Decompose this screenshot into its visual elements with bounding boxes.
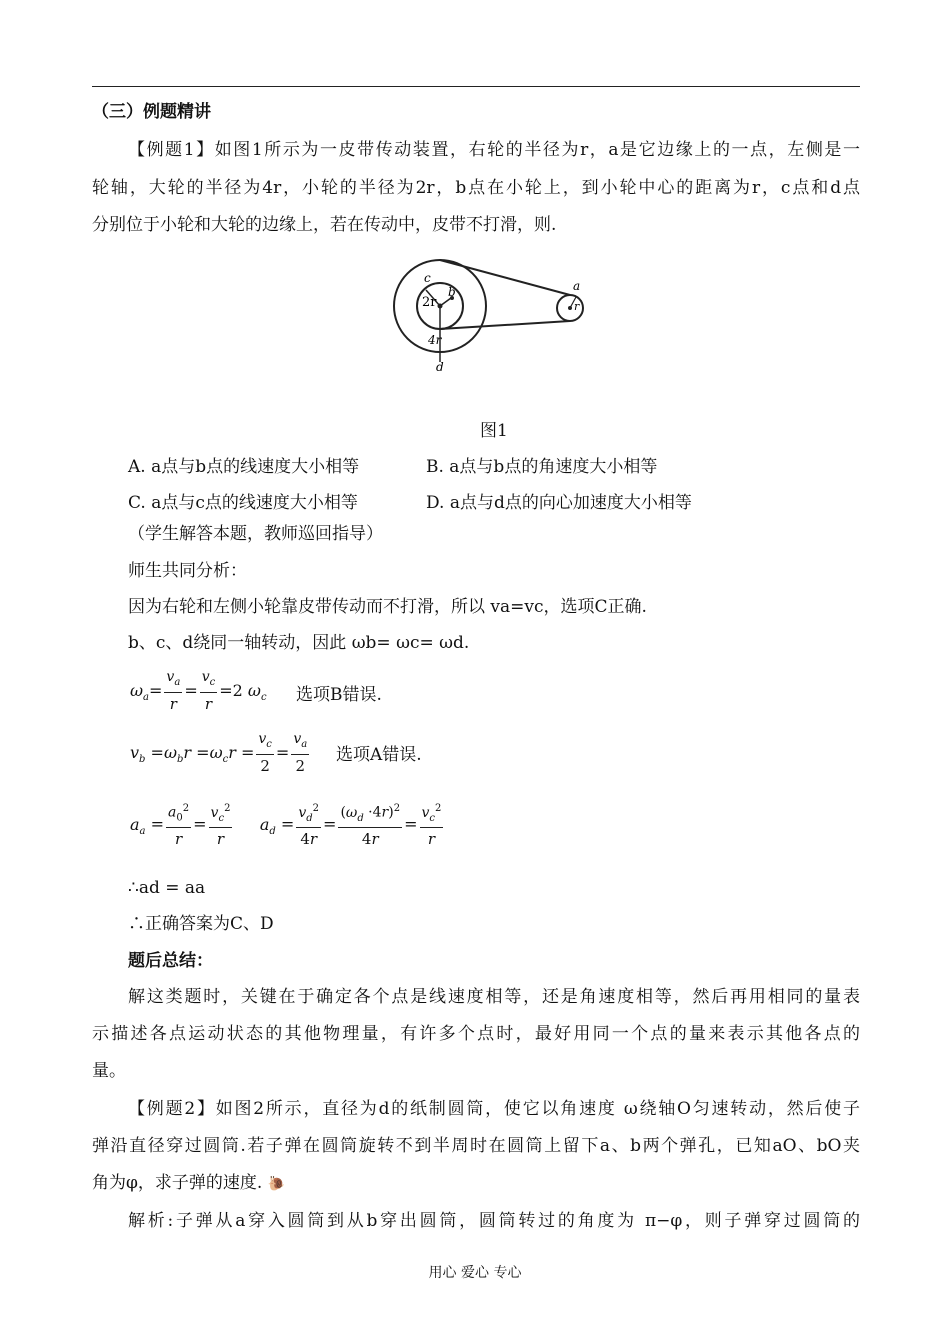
analysis-line2: b、c、d绕同一轴转动，因此 ωb= ωc= ωd.	[128, 633, 470, 653]
equation-accelerations: $a_a$ = $\frac{a_0^2}{r}$ = $\frac{v_c^2}{r}$ $a_d$ = $\frac{v_d^2}{4r}$ = $\frac{(\omega_d \cdot 4r)^2}{4r}$ = $\frac{v_c^2}{r}$	[130, 800, 445, 850]
ex1-line1: 【例题1】如图1所示为一皮带传动装置，右轮的半径为r，a是它边缘上的一点，左侧是一	[128, 140, 860, 160]
label-c: c	[424, 271, 431, 285]
option-a: A. a点与b点的线速度大小相等	[128, 457, 360, 477]
belt-drive-figure	[386, 258, 616, 374]
label-a: a	[573, 279, 581, 293]
label-b: b	[448, 285, 456, 299]
conclusion-2: ∴正确答案为C、D	[128, 914, 274, 934]
summary-line2: 示描述各点运动状态的其他物理量，有许多个点时，最好用同一个点的量来表示其他各点的	[92, 1024, 860, 1044]
label-2r: 2r	[422, 295, 437, 310]
conclusion-1: ∴ad = aa	[128, 878, 206, 898]
label-r: r	[574, 300, 580, 313]
figure-caption: 图1	[480, 421, 508, 441]
header-rule	[92, 86, 860, 87]
snail-icon: 🐌	[267, 1176, 286, 1192]
eq2-comment: 选项A错误.	[336, 745, 422, 765]
option-c: C. a点与c点的线速度大小相等	[128, 493, 358, 513]
ex2-line2: 弹沿直径穿过圆筒.若子弹在圆筒旋转不到半周时在圆筒上留下a、b两个弹孔，已知aO、bO夹	[92, 1136, 860, 1156]
label-d: d	[436, 360, 444, 374]
ex1-line2: 轮轴，大轮的半径为4r，小轮的半径为2r，b点在小轮上，到小轮中心的距离为r，c点和d点	[92, 178, 860, 198]
equation-v-b: $v_b =\omega_br =\omega_cr$ = $\frac{v_c}{2}$ = $\frac{v_a}{2}$	[130, 731, 308, 775]
ex2-line1: 【例题2】如图2所示，直径为d的纸制圆筒，使它以角速度 ω绕轴O匀速转动，然后使子	[128, 1099, 860, 1119]
teacher-note: （学生解答本题，教师巡回指导）	[128, 524, 383, 544]
summary-title: 题后总结：	[128, 951, 213, 971]
eq1-comment: 选项B错误.	[296, 685, 382, 705]
page-footer: 用心 爱心 专心	[428, 1265, 522, 1281]
analysis-line1: 因为右轮和左侧小轮靠皮带传动而不打滑，所以 va=vc，选项C正确.	[128, 597, 647, 617]
option-d: D. a点与d点的向心加速度大小相等	[426, 493, 692, 513]
summary-line3: 量。	[92, 1061, 126, 1081]
section-title: （三）例题精讲	[92, 102, 211, 122]
equation-omega-a: $\omega_a=$ $\frac{v_a}{r}$ = $\frac{v_c}{r}$ =2 $\omega_c$	[130, 669, 267, 713]
ex2-line3-text: 角为φ，求子弹的速度.	[92, 1173, 263, 1193]
ex2-line3	[92, 1172, 285, 1195]
analysis-heading: 师生共同分析：	[128, 561, 247, 581]
option-b: B. a点与b点的角速度大小相等	[426, 457, 658, 477]
ex1-line3: 分别位于小轮和大轮的边缘上，若在传动中，皮带不打滑，则.	[92, 215, 557, 235]
label-4r: 4r	[428, 333, 442, 347]
ex2-line4: 解析:子弹从a穿入圆筒到从b穿出圆筒，圆筒转过的角度为 π−φ，则子弹穿过圆筒的	[128, 1211, 860, 1231]
summary-line1: 解这类题时，关键在于确定各个点是线速度相等，还是角速度相等，然后再用相同的量表	[128, 987, 860, 1007]
